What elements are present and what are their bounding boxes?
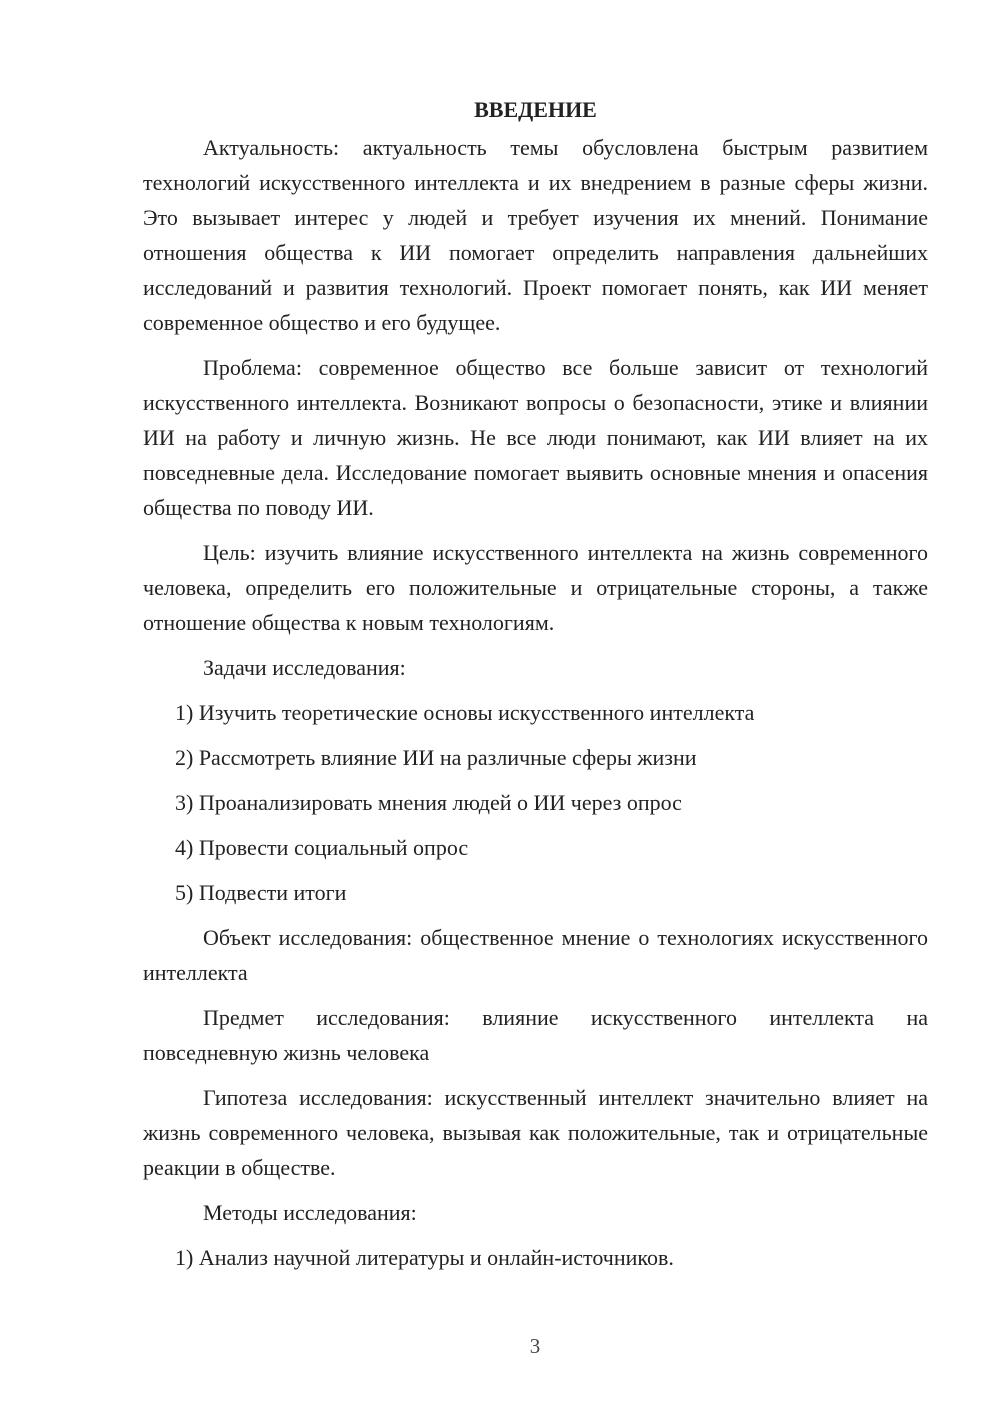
section-title: ВВЕДЕНИЕ	[474, 97, 597, 122]
task-item: 4) Провести социальный опрос	[175, 835, 469, 860]
methods-heading: Методы исследования:	[203, 1200, 417, 1225]
relevance-paragraph: Актуальность: актуальность темы обусловлена быстрым развитием технологий искусственного интеллекта и их внедрением в разные сферы жизни. Это вызывает интерес у людей и требует изучения их мнений. Понимание отношения общества к ИИ помогает определить направления дальнейших исследований и развития технологий. Проект помогает понять, как ИИ меняет современное общество и его будущее.	[143, 135, 928, 335]
goal-paragraph: Цель: изучить влияние искусственного интеллекта на жизнь современного человека, определить его положительные и отрицательные стороны, а также отношение общества к новым технологиям.	[143, 540, 928, 635]
page-content	[143, 92, 928, 1285]
object-paragraph: Объект исследования: общественное мнение о технологиях искусственного интеллекта	[143, 925, 928, 985]
task-item: 1) Изучить теоретические основы искусственного интеллекта	[175, 700, 755, 725]
page-number: 3	[529, 1334, 541, 1358]
tasks-heading: Задачи исследования:	[203, 655, 406, 680]
task-item: 2) Рассмотреть влияние ИИ на различные сферы жизни	[175, 745, 697, 770]
task-item: 5) Подвести итоги	[175, 880, 347, 905]
subject-paragraph: Предмет исследования: влияние искусственного интеллекта на повседневную жизнь человека	[143, 1005, 928, 1065]
hypothesis-paragraph: Гипотеза исследования: искусственный интеллект значительно влияет на жизнь современного человека, вызывая как положительные, так и отрицательные реакции в обществе.	[143, 1085, 928, 1180]
task-item: 3) Проанализировать мнения людей о ИИ через опрос	[175, 790, 682, 815]
method-item: 1) Анализ научной литературы и онлайн-источников.	[175, 1245, 674, 1270]
problem-paragraph: Проблема: современное общество все больше зависит от технологий искусственного интеллекта. Возникают вопросы о безопасности, этике и влиянии ИИ на работу и личную жизнь. Не все люди понимают, как ИИ влияет на их повседневные дела. Исследование помогает выявить основные мнения и опасения общества по поводу ИИ.	[143, 355, 928, 520]
